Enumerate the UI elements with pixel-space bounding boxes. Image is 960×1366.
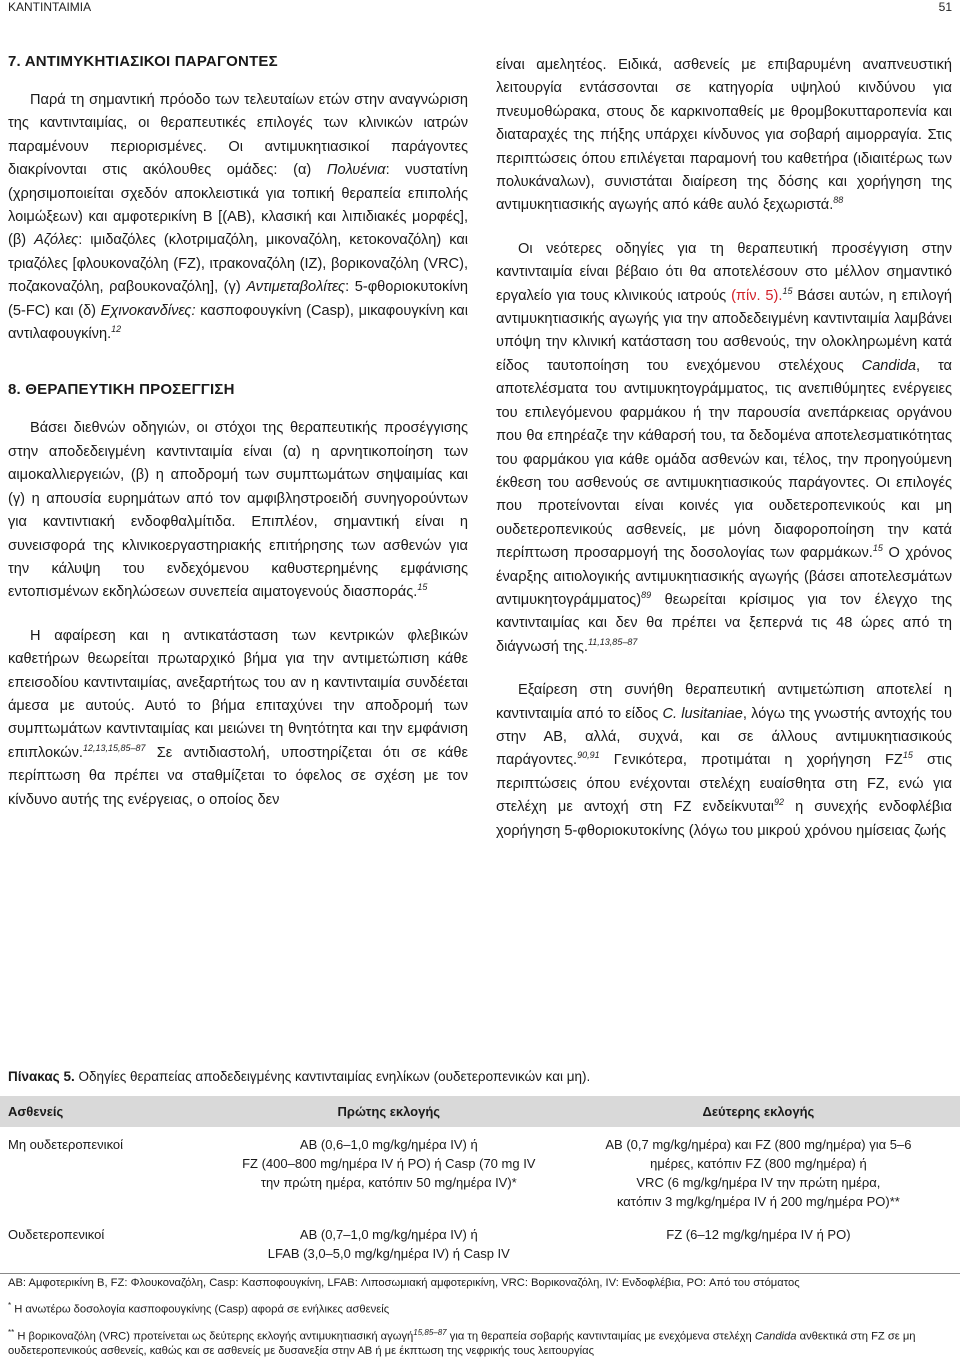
table-footnotes	[8, 1276, 958, 1366]
citation: 88	[833, 195, 844, 206]
citation: 15	[902, 750, 913, 761]
citation: 11,13,85–87	[587, 636, 638, 647]
column-header-first-choice: Πρώτης εκλογής	[221, 1096, 557, 1127]
citation: 90,91	[577, 750, 600, 761]
citation: 15	[782, 285, 793, 296]
section-7-title: 7. ΑΝΤΙΜΥΚΗΤΙΑΣΙΚΟΙ ΠΑΡΑΓΟΝΤΕΣ	[8, 53, 278, 70]
section-8-paragraph-1: Βάσει διεθνών οδηγιών, οι στόχοι της θεραπευτικής προσέγγισης στην αποδεδειγμένη καντινταιμία είναι (α) η αρνητικοποίηση των αιμοκαλλιεργειών, (β) η αποδρομή των συμπτωμάτων σηψαιμίας και (γ) η απουσία ευρημάτων από τον αμφιβληστροειδή συνηγορούντων για καντιντιακή ενδοφθαλμίτιδα. Επιπλέον, σημαντική είναι η συνεισφορά της κλινικοεργαστηριακής επιτήρησης των ασθενών για την κάλυψη του ενδεχόμενου καθυστερημένης εμφάνισης εντοπισμένων εκδηλώσεων συνεπεία αιματογενούς διασποράς.$^{15}$	[8, 420, 468, 601]
cell-first-choice: ΑΒ (0,6–1,0 mg/kg/ημέρα IV) ή FZ (400–800 mg/ημέρα IV ή PO) ή Casp (70 mg IV την πρώτη ημέρα, κατόπιν 50 mg/ημέρα IV)*	[242, 1137, 536, 1190]
right-column	[496, 54, 952, 863]
citation: 12	[111, 324, 122, 335]
footnote-double-star: ** Η βορικοναζόλη (VRC) προτείνεται ως δεύτερης εκλογής αντιμυκητιασική αγωγή$^{15,85-87}$ για τη θεραπεία σοβαρής καντινταιμίας με ενεχόμενα στελέχη Candida ανθεκτικά στη FZ σε μη ουδετεροπενικούς ασθενείς, καθώς και σε ασθενείς με δυσανεξία στην ΑΒ ή με έκπτωση της νεφρικής τους λειτουργίας	[8, 1327, 916, 1358]
cell-second-choice: FZ (6–12 mg/kg/ημέρα IV ή PO)	[557, 1217, 960, 1274]
section-8-paragraph-3: Οι νεότερες οδηγίες για τη θεραπευτική προσέγγιση στην καντινταιμία είναι βέβαιο ότι θα αποτελέσουν στο μέλλον σημαντικό εργαλείο για τους κλινικούς ιατρούς (πίν. 5).$^{15}$ Βάσει αυτών, η επιλογή αντιμυκητιασικής αγωγής για την αποδεδειγμένη καντινταιμία λαμβάνει υπόψη την κλινική κατάσταση του ασθενούς, την ολοκληρωμένη κατά είδος ταυτοποίηση του ενεχόμενου στελέχους Candida, τα αποτελέσματα του αντιμυκητογράμματος, τις ανεπιθύμητες ενέργειες του επιλεγόμενου φαρμάκου ή την παρουσία ανεπάρκειας οργάνου που θα επηρέαζε την κάθαρσή του, τα δεδομένα αποτελεσματικότητας του φαρμάκου για κάθε ομάδα ασθενών και, τέλος, την προηγούμενη έκθεση του ασθενούς σε αντιμυκητιασικούς παράγοντες. Οι επιλογές που προτείνονται είναι κοινές για ουδετεροπενικούς και μη ουδετεροπενικούς ασθενείς, με μόνη διαφοροποίηση την κατά περίπτωση προσαρμογή της δοσολογίας των φαρμάκων.$^{15}$ Ο χρόνος έναρξης αιτιολογικής αντιμυκητιασικής αγωγής (βάσει αποτελεσμάτων αντιμυκητογράμματος)$^{89}$ θεωρείται κρίσιμος για τον έλεγχο της καντινταιμίας και δεν θα πρέπει να ξεπερνά τις 48 ώρες από τη διάγνωσή της.$^{11,13,85-87}$	[496, 240, 952, 655]
citation: 92	[774, 797, 785, 808]
citation: 15	[417, 582, 428, 593]
citation: 89	[641, 590, 652, 601]
cell-patients: Μη ουδετεροπενικοί	[8, 1137, 124, 1152]
section-8-title: 8. ΘΕΡΑΠΕΥΤΙΚΗ ΠΡΟΣΕΓΓΙΣΗ	[8, 381, 235, 399]
section-7-paragraph: Παρά τη σημαντική πρόοδο των τελευταίων ετών στην αναγνώριση της καντινταιμίας, οι θεραπευτικές επιλογές των κλινικών ιατρών παραμένουν περιορισμένες. Οι αντιμυκητιασικοί παράγοντες διακρίνονται στις ακόλουθες ομάδες: (α) Πολυένια: νυστατίνη (χρησιμοποιείται σχεδόν αποκλειστικά για τοπική θεραπεία επιπολής λοιμώξεων) και αμφοτερικίνη Β [(ΑΒ), κλασική και λιπιδιακές μορφές], (β) Αζόλες: ιμιδαζόλες (κλοτριμαζόλη, μικοναζόλη, κετοκοναζόλη) και τριαζόλες [φλουκοναζόλη (FZ), ιτρακοναζόλη (IZ), βορικοναζόλη (VRC), ποζακοναζόλη, ραβουκοναζόλη], (γ) Αντιμεταβολίτες: 5-φθοριοκυτοκίνη (5-FC) και (δ) Εχινοκανδίνες: κασποφουγκίνη (Casp), μικαφουγκίνη και αντιλαφουγκίνη.$^{12}$	[8, 92, 469, 343]
table-reference-link[interactable]: (πίν. 5).	[731, 287, 783, 304]
citation: 15	[872, 543, 883, 554]
table-row	[0, 1127, 960, 1217]
cell-first-choice: ΑΒ (0,7–1,0 mg/kg/ημέρα IV) ή LFAB (3,0–5,0 mg/kg/ημέρα IV) ή Casp IV	[221, 1217, 557, 1274]
column-header-patients: Ασθενείς	[0, 1096, 221, 1127]
footnote-star: * Η ανωτέρω δοσολογία κασποφουγκίνης (Casp) αφορά σε ενήλικες ασθενείς	[8, 1301, 390, 1316]
treatment-table	[0, 1096, 960, 1274]
section-8-paragraph-2: Η αφαίρεση και η αντικατάσταση των κεντρικών φλεβικών καθετήρων θεωρείται πρωταρχικό βήμα για την αντιμετώπιση κάθε επεισοδίου καντινταιμίας, ανεξαρτήτως του αν η καντινταιμία συνδέεται άμεσα με αυτούς. Αυτό το βήμα επιταχύνει την αποδρομή των συμπτωμάτων καντινταιμίας και μειώνει τη θνητότητα και την εμφάνιση επιπλοκών.$^{12,13,15,85-87}$ Σε αντιδιαστολή, υποστηρίζεται ότι σε κάθε περίπτωση θα πρέπει να σταθμίζεται το όφελος σε σχέση με τον κίνδυνο αυτής της ενέργειας, ο οποίος δεν	[8, 627, 468, 808]
section-8-paragraph-2-continued: είναι αμελητέος. Ειδικά, ασθενείς με επιβαρυμένη αναπνευστική λειτουργία εντάσσονται σε κατηγορία υψηλού κινδύνου για πνευμοθώρακα, στους δε καρκινοπαθείς με θρομβοκυτταροπενία και διαταραχές της πήξης υπάρχει κίνδυνος για σοβαρή αιμορραγία. Στις περιπτώσεις όπου επιλέγεται παραμονή του καθετήρα (ιδιαιτέρως των πολυκάναλων), συνιστάται διαίρεση της δόσης και χορήγηση της αντιμυκητιασικής αγωγής από κάθε αυλό ξεχωριστά.$^{88}$	[496, 57, 952, 214]
page-number: 51	[938, 0, 952, 14]
table-row	[0, 1217, 960, 1274]
footnote-abbreviations: ΑΒ: Αμφοτερικίνη Β, FZ: Φλουκοναζόλη, Casp: Κασποφουγκίνη, LFAB: Λιποσωμιακή αμφοτερικίνη, VRC: Βορικοναζόλη, IV: Ενδοφλέβια, PO: Από του στόματος	[8, 1277, 800, 1289]
cell-second-choice: ΑΒ (0,7 mg/kg/ημέρα) και FZ (800 mg/ημέρα) για 5–6 ημέρες, κατόπιν FZ (800 mg/ημέρα) ή VRC (6 mg/kg/ημέρα IV την πρώτη ημέρα, κατόπιν 3 mg/kg/ημέρα IV ή 200 mg/ημέρα PO)**	[605, 1137, 912, 1209]
column-header-second-choice: Δεύτερης εκλογής	[557, 1096, 960, 1127]
section-8-paragraph-4: Εξαίρεση στη συνήθη θεραπευτική αντιμετώπιση αποτελεί η καντινταιμία από το είδος C. lusitaniae, λόγω της γνωστής αντοχής του στην ΑΒ, αλλά, συχνά, και σε άλλους αντιμυκητιασικούς παράγοντες.$^{90,91}$ Γενικότερα, προτιμάται η χορήγηση FZ$^{15}$ στις περιπτώσεις όπου ενέχονται στελέχη ευαίσθητα στη FZ, ενώ για στελέχη με αντοχή στη FZ ενδείκνυται$^{92}$ η συνεχής ενδοφλέβια χορήγηση 5-φθοριοκυτοκίνης (λόγω του μικρού χρόνου ημίσειας ζωής	[496, 682, 952, 839]
running-header	[8, 0, 952, 14]
running-title: ΚΑΝΤΙΝΤΑΙΜΙΑ	[8, 0, 92, 14]
citation: 12,13,15,85–87	[82, 742, 146, 753]
table-caption: Πίνακας 5. Οδηγίες θεραπείας αποδεδειγμένης καντινταιμίας ενηλίκων (ουδετεροπενικών και μη).	[8, 1069, 591, 1084]
cell-patients: Ουδετεροπενικοί	[0, 1217, 221, 1274]
left-column	[8, 52, 468, 832]
